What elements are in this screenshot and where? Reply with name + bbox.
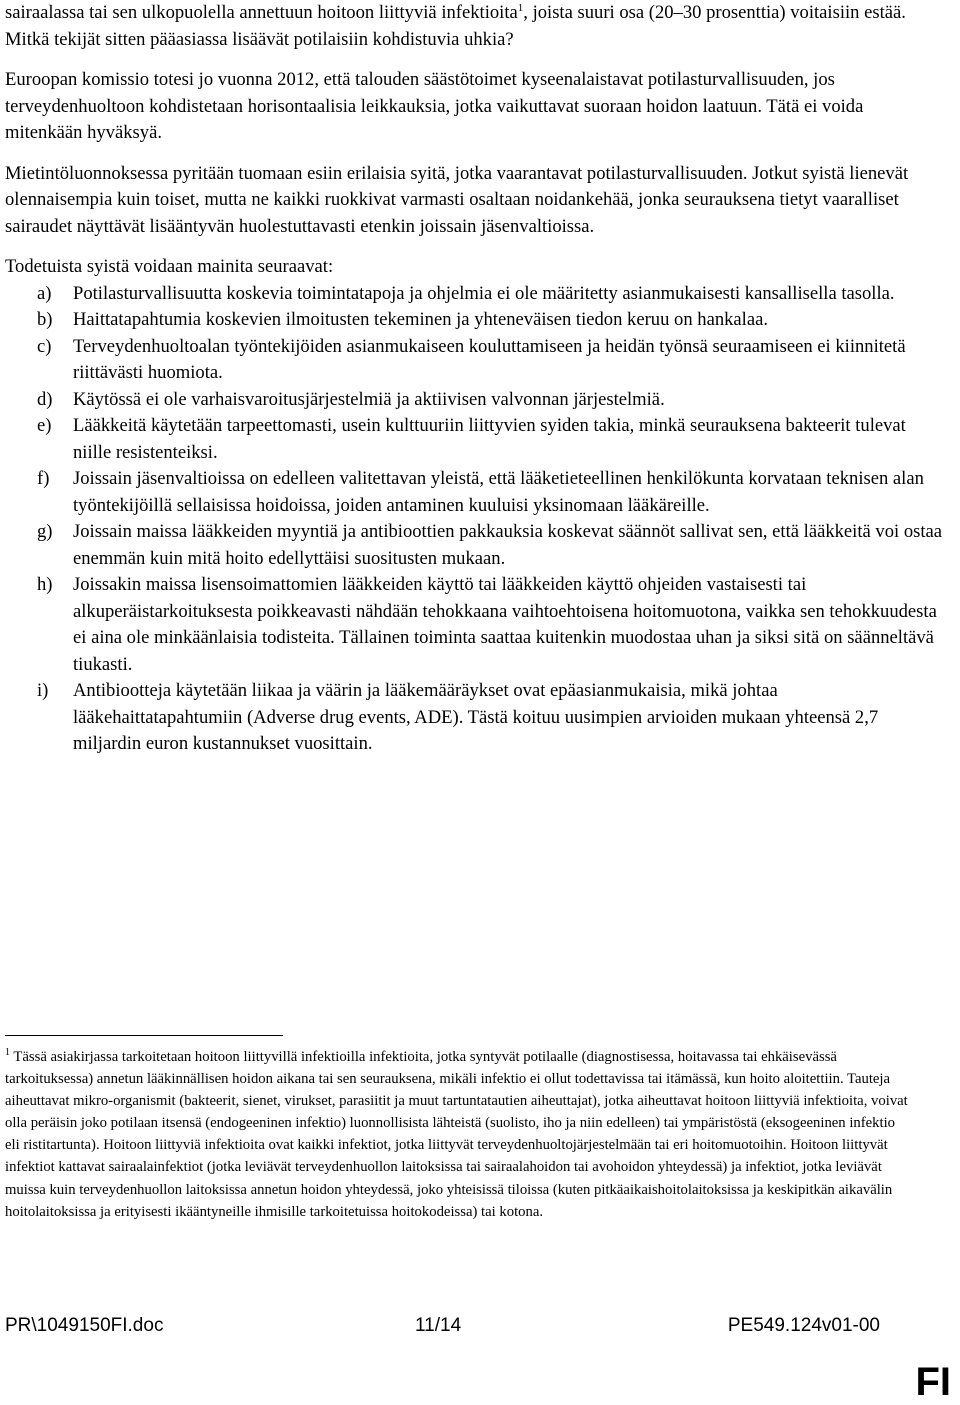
causes-list bbox=[5, 281, 945, 758]
list-item-marker: b) bbox=[37, 309, 53, 330]
list-item bbox=[5, 572, 945, 678]
page-footer bbox=[5, 1313, 880, 1339]
list-item-text: Käytössä ei ole varhaisvaroitusjärjestelmiä ja aktiivisen valvonnan järjestelmiä. bbox=[73, 388, 665, 410]
list-item bbox=[5, 307, 945, 334]
list-item-marker: d) bbox=[37, 388, 53, 410]
list-item-marker: e) bbox=[37, 415, 52, 436]
list-item-text: Lääkkeitä käytetään tarpeettomasti, usein kulttuuriin liittyvien syiden takia, minkä seurauksena bakteerit tulevat niille resistenteiksi. bbox=[73, 415, 906, 463]
footer-doc-ref: PR\1049150FI.doc bbox=[5, 1315, 164, 1336]
list-item-marker: h) bbox=[37, 574, 53, 595]
list-item-marker: c) bbox=[37, 335, 52, 357]
intro-question: Mitkä tekijät sitten pääasiassa lisäävät potilaisiin kohdistuvia uhkia? bbox=[5, 28, 514, 50]
list-item-text: Joissain jäsenvaltioissa on edelleen valitettavan yleistä, että lääketieteellinen henkilökunta korvataan teknisen alan työntekijöillä sellaisissa hoidoissa, joiden antaminen kuuluisi yksinomaan lääkäreille. bbox=[73, 468, 924, 516]
list-item bbox=[5, 281, 945, 308]
list-item bbox=[5, 387, 945, 414]
footer-page-number: 11/14 bbox=[415, 1315, 462, 1336]
list-item-text: Joissain maissa lääkkeiden myyntiä ja antibioottien pakkauksia koskevat säännöt sallivat sen, että lääkkeitä voi ostaa enemmän kuin mitä hoito edellyttäisi suositusten mukaan. bbox=[73, 521, 943, 569]
footnote bbox=[5, 1046, 910, 1223]
list-item bbox=[5, 519, 945, 572]
footnote-separator bbox=[5, 1035, 283, 1036]
list-item-marker: a) bbox=[37, 282, 52, 304]
intro-continuation: sairaalassa tai sen ulkopuolella annettuun hoitoon liittyviä infektioita$^1$, joista suuri osa (20–30 prosenttia) voitaisiin estää. bbox=[5, 2, 906, 23]
list-item-text: Terveydenhuoltoalan työntekijöiden asianmukaiseen kouluttamiseen ja heidän työnsä seuraamiseen ei kiinnitetä riittävästi huomiota. bbox=[73, 335, 906, 383]
footnote-number: 1 bbox=[5, 1047, 10, 1058]
footnote-reference[interactable]: 1 bbox=[517, 2, 524, 14]
intro-block bbox=[5, 0, 945, 53]
list-item-marker: g) bbox=[37, 521, 53, 542]
list-item bbox=[5, 466, 945, 519]
footnote-text: Tässä asiakirjassa tarkoitetaan hoitoon liittyvillä infektioilla infektioita, jotka syntyvät potilaalle (diagnostisessa, hoitavassa tai ehkäisevässä tarkoituksessa) annetun lääkinnällisen hoidon aikana tai sen seurauksena, mikäli infektio ei ollut todettavissa tai itämässä, kun hoito aloitettiin. Tauteja aiheuttavat mikro-organismit (bakteerit, sienet, virukset, parasiitit ja muut tartuntatautien aiheuttajat), jotka aiheuttavat hoitoon liittyviä infektioita, voivat olla peräisin joko potilaan itsensä (endogeeninen infektio) luonnollisista lähteistä (suolisto, iho ja niin edelleen) tai ympäristöstä (eksogeeninen infektio eli ristitartunta). Hoitoon liittyviä infektioita ovat kaikki infektiot, jotka liittyvät terveydenhuoltojärjestelmään tai eri hoitomuotoihin. Hoitoon liittyvät infektiot kattavat sairaalainfektiot (jotka leviävät terveydenhuollon laitoksissa tai sairaalahoidon tai avohoidon yhteydessä) ja infektiot, jotka leviävät muissa kuin terveydenhuollon laitoksissa annetun hoidon yhteydessä, joko yhteisissä tiloissa (kuten pitkäaikaishoitolaitoksissa ja keskipitkän aikavälin hoitolaitoksissa ja erityisesti ikääntyneille ihmisille tarkoitetuissa hoitokodeissa) tai kotona. bbox=[5, 1049, 908, 1220]
list-item-text: Potilasturvallisuutta koskevia toimintatapoja ja ohjelmia ei ole määritetty asianmukaisesti kansallisella tasolla. bbox=[73, 282, 895, 304]
list-item-text: Haittatapahtumia koskevien ilmoitusten tekeminen ja yhteneväisen tiedon keruu on hankalaa. bbox=[73, 309, 768, 330]
list-intro: Todetuista syistä voidaan mainita seuraavat: bbox=[5, 256, 334, 277]
list-item-marker: i) bbox=[37, 680, 49, 701]
list-item bbox=[5, 678, 945, 758]
language-code: FI bbox=[915, 1360, 951, 1404]
list-item-marker: f) bbox=[37, 468, 50, 489]
document-page bbox=[5, 0, 945, 758]
footer-version: PE549.124v01-00 bbox=[727, 1315, 880, 1336]
list-item bbox=[5, 413, 945, 466]
paragraph-draft-report: Mietintöluonnoksessa pyritään tuomaan esiin erilaisia syitä, jotka vaarantavat potilasturvallisuuden. Jotkut syistä lienevät olennaisempia kuin toiset, mutta ne kaikki ruokkivat varmasti osaltaan noidankehää, jonka seurauksena tietyt vaaralliset sairaudet näyttävät lisääntyvän huolestuttavasti etenkin joissain jäsenvaltioissa. bbox=[5, 162, 909, 237]
list-item-text: Joissakin maissa lisensoimattomien lääkkeiden käyttö tai lääkkeiden käyttö ohjeiden vastaisesti tai alkuperäistarkoituksesta poikkeavasti nähdään tehokkaana vaihtoehtoisena hoitomuotona, vaikka sen tehokkuudesta ei aina ole minkäänlaisia todisteita. Tällainen toiminta saattaa kuitenkin muodostaa uhan ja siksi sitä on säänneltävä tiukasti. bbox=[73, 574, 937, 675]
list-item bbox=[5, 334, 945, 387]
list-item-text: Antibiootteja käytetään liikaa ja väärin ja lääkemääräykset ovat epäasianmukaisia, mikä johtaa lääkehaittatapahtumiin (Adverse drug events, ADE). Tästä koituu uusimpien arvioiden mukaan yhteensä 2,7 miljardin euron kustannukset vuosittain. bbox=[73, 680, 879, 754]
paragraph-commission: Euroopan komissio totesi jo vuonna 2012, että talouden säästötoimet kyseenalaistavat potilasturvallisuuden, jos terveydenhuoltoon kohdistetaan horisontaalisia leikkauksia, jotka vaikuttavat suoraan hoidon laatuun. Tätä ei voida mitenkään hyväksyä. bbox=[5, 69, 864, 143]
